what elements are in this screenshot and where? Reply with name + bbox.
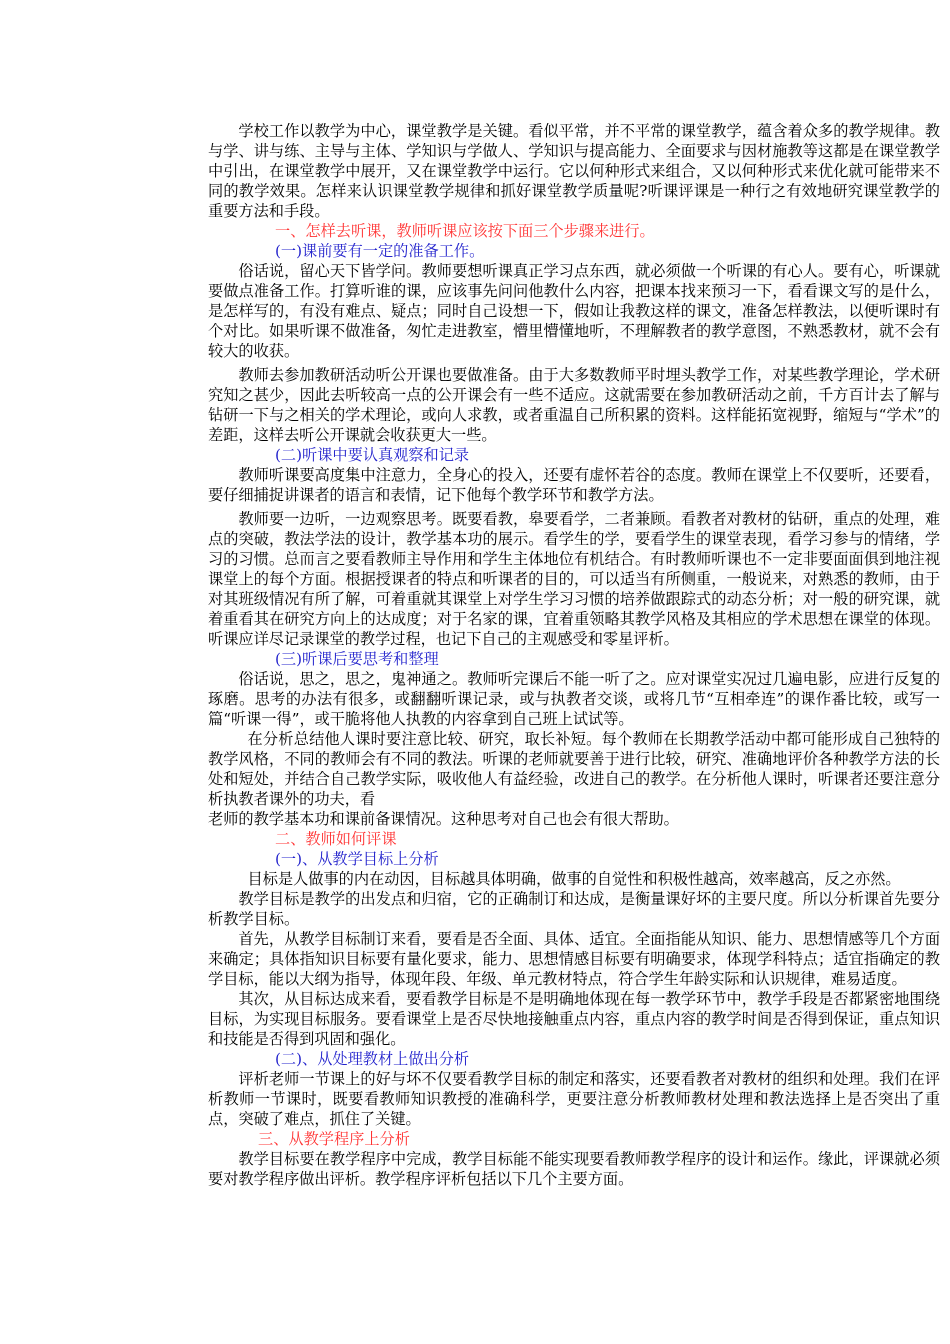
paragraph-2-1d: 其次，从目标达成来看，要看教学目标是不是明确地体现在每一教学环节中，教学手段是否都紧密地围绕目标，为实现目标服务。要看课堂上是否尽快地接触重点内容，重点内容的教学时间是否得到保证，重点知识和技能是否得到巩固和强化。 (208, 990, 940, 1048)
heading-1: 一、怎样去听课，教师听课应该按下面三个步骤来进行。 (275, 222, 655, 240)
paragraph-3a: 教学目标要在教学程序中完成，教学目标能不能实现要看教师教学程序的设计和运作。缘此，评课就必须要对教学程序做出评析。教学程序评析包括以下几个主要方面。 (208, 1150, 940, 1188)
paragraph-1-1b: 教师去参加教研活动听公开课也要做准备。由于大多数教师平时埋头教学工作，对某些教学理论，学术研究知之甚少，因此去听较高一点的公开课会有一些不适应。这就需要在参加教研活动之前，千方百计去了解与钻研一下与之相关的学术理论，或向人求教，或者重温自己所积累的资料。这样能拓宽视野，缩短与“学术”的差距，这样去听公开课就会收获更大一些。 (208, 366, 940, 444)
paragraph-2-1a: 目标是人做事的内在动因，目标越具体明确，做事的自觉性和积极性越高，效率越高，反之亦然。 (247, 870, 901, 888)
paragraph-1-2a: 教师听课要高度集中注意力，全身心的投入，还要有虚怀若谷的态度。教师在课堂上不仅要听，还要看，要仔细捕捉讲课者的语言和表情，记下他每个教学环节和教学方法。 (208, 466, 940, 504)
heading-3: 三、从教学程序上分析 (258, 1130, 410, 1148)
paragraph-2-2a: 评析老师一节课上的好与坏不仅要看教学目标的制定和落实，还要看教者对教材的组织和处理。我们在评析教师一节课时，既要看教师知识教授的准确科学，更要注意分析教师教材处理和教法选择上是否突出了重点，突破了难点，抓住了关键。 (208, 1070, 940, 1128)
paragraph-1-3c: 老师的教学基本功和课前备课情况。这种思考对自己也会有很大帮助。 (208, 810, 679, 828)
subheading-2-2: (二)、从处理教材上做出分析 (275, 1050, 470, 1068)
intro-paragraph: 学校工作以教学为中心，课堂教学是关键。看似平常，并不平常的课堂教学，蕴含着众多的教学规律。教与学、讲与练、主导与主体、学知识与学做人、学知识与提高能力、全面要求与因材施教等这都是在课堂教学中引出，在课堂教学中展开，又在课堂教学中运行。它以何种形式来组合，又以何种形式来优化就可能带来不同的教学效果。怎样来认识课堂教学规律和抓好课堂教学质量呢?听课评课是一种行之有效地研究课堂教学的重要方法和手段。 (208, 122, 940, 220)
paragraph-1-3a: 俗话说，思之，思之，鬼神通之。教师听完课后不能一听了之。应对课堂实况过几遍电影，应进行反复的琢磨。思考的办法有很多，或翻翻听课记录，或与执教者交谈，或将几节“互相牵连”的课作番比较，或写一篇“听课一得”，或干脆将他人执教的内容拿到自己班上试试等。 (208, 670, 940, 728)
paragraph-1-1a: 俗话说，留心天下皆学问。教师要想听课真正学习点东西，就必须做一个听课的有心人。要有心，听课就要做点准备工作。打算听谁的课，应该事先问问他教什么内容，把课本找来预习一下，看看课文写的是什么，是怎样写的，有没有难点、疑点；同时自己设想一下，假如让我教这样的课文，准备怎样教法，以便听课时有个对比。如果听课不做准备，匆忙走进教室，懵里懵懂地听，不理解教者的教学意图，不熟悉教材，就不会有较大的收获。 (208, 262, 940, 360)
paragraph-1-2b: 教师要一边听，一边观察思考。既要看教，皋要看学，二者兼顾。看教者对教材的钻研，重点的处理，难点的突破，教法学法的设计，教学基本功的展示。看学生的学，要看学生的课堂表现，看学习参与的情绪，学习的习惯。总而言之要看教师主导作用和学生主体地位有机结合。有时教师听课也不一定非要面面俱到地注视课堂上的每个方面。根据授课者的特点和听课者的目的，可以适当有所侧重，一般说来，对熟悉的教师，由于对其班级情况有所了解，可着重就其课堂上对学生学习习惯的培养做跟踪式的动态分析；对一般的研究课，就着重看其在研究方向上的达成度；对于名家的课，宜着重领略其教学风格及其相应的学术思想在课堂的体现。听课应详尽记录课堂的教学过程，也记下自己的主观感受和零星评析。 (208, 510, 940, 648)
paragraph-1-3b: 在分析总结他人课时要注意比较、研究，取长补短。每个教师在长期教学活动中都可能形成自己独特的教学风格，不同的教师会有不同的教法。听课的老师就要善于进行比较，研究、准确地评价各种教学方法的长处和短处，并结合自己教学实际，吸收他人有益经验，改进自己的教学。在分析他人课时，听课者还要注意分析执教者课外的功夫，看 (208, 730, 940, 808)
subheading-2-1: (一)、从教学目标上分析 (275, 850, 439, 868)
subheading-1-3: (三)听课后要思考和整理 (275, 650, 439, 668)
heading-2: 二、教师如何评课 (275, 830, 397, 848)
subheading-1-1: (一)课前要有一定的准备工作。 (275, 242, 485, 260)
document-body (208, 121, 940, 1189)
paragraph-2-1b: 教学目标是教学的出发点和归宿，它的正确制订和达成，是衡量课好坏的主要尺度。所以分析课首先要分析教学目标。 (208, 890, 940, 928)
paragraph-2-1c: 首先，从教学目标制订来看，要看是否全面、具体、适宜。全面指能从知识、能力、思想情感等几个方面来确定；具体指知识目标要有量化要求，能力、思想情感目标要有明确要求，体现学科特点；适宜指确定的教学目标，能以大纲为指导，体现年段、年级、单元教材特点，符合学生年龄实际和认识规律，难易适度。 (208, 930, 940, 988)
subheading-1-2: (二)听课中要认真观察和记录 (275, 446, 470, 464)
